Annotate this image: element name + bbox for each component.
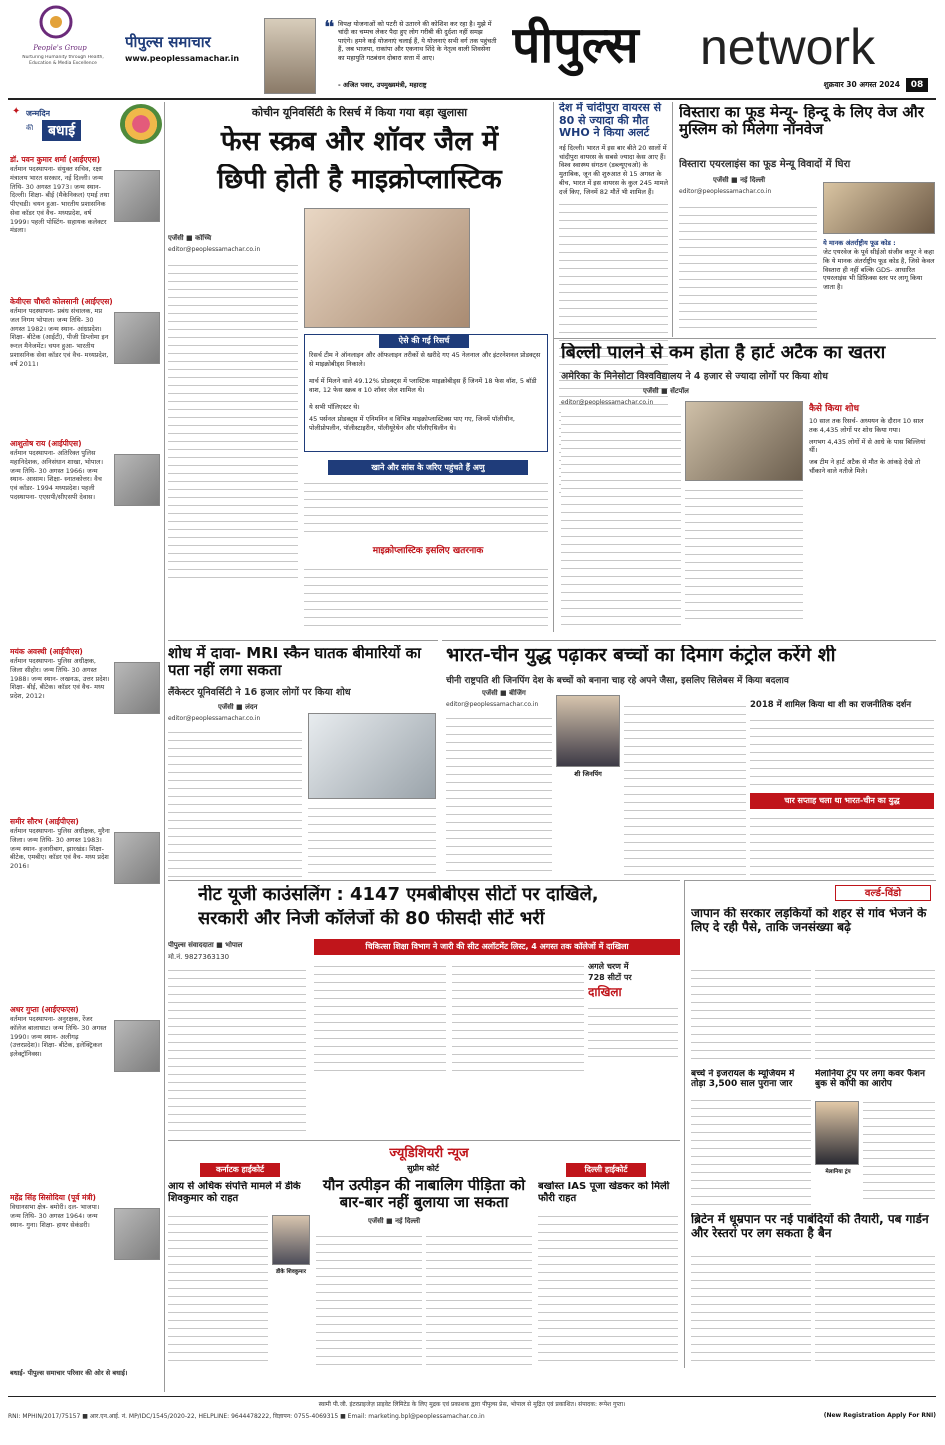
issue-date: शुक्रवार 30 अगस्त 2024 <box>823 80 900 89</box>
food-menu-body <box>679 202 817 332</box>
birthday-photo <box>114 312 160 364</box>
brand-hindi: पीपुल्स <box>512 16 639 74</box>
in-flight-meal-photo <box>823 182 935 234</box>
sc-byline: एजेंसी ■ नई दिल्ली <box>368 1217 421 1225</box>
research-box-title: ऐसे की गई रिसर्च <box>379 334 469 348</box>
cat-body-2 <box>685 485 803 625</box>
masthead-rule <box>8 98 936 100</box>
birthday-name: अधर गुप्ता (आईएफएस) <box>10 1005 79 1014</box>
footer-registration: (New Registration Apply For RNI) <box>823 1412 936 1419</box>
birthday-photo <box>114 662 160 714</box>
judiciary-tag: ज्यूडिशियरी न्यूज <box>389 1146 469 1161</box>
karnataka-headline: आय से अधिक संपत्ति मामले में डीके शिवकुमार को राहत <box>168 1181 301 1204</box>
quote-text: विपक्ष योजनाओं को पटरी से उतारने की कोशिश कर रहा है। मुझे में चांदी का चम्मच लेकर पैदा हुए लोग गरीबी की दुर्दशा नहीं समझ पाएंगे। हमने कई योजनाएं चलाई हैं, ये योजनाएं सभी वर्ग तक पहुंचती हैं, जब भाजपा, राकांपा और एकनाथ शिंदे के नेतृत्व वाली शिवसेना का महायुति गठबंधन दोबारा सत्ता में आए। <box>338 20 497 62</box>
footer-imprint: स्वामी पी.जी. इंटरप्राइजेज़ प्राइवेट लिमिटेड के लिए मुद्रक एवं प्रकाशक द्वारा पीपुल्स प्रेस, भोपाल से मुद्रित एवं प्रकाशित। संपादक: रूपेश गुप्ता। <box>318 1401 626 1408</box>
food-menu-subhead: विस्तारा एयरलाइंस का फूड मेन्यू विवादों में घिरा <box>679 159 851 170</box>
xi-jinping-photo <box>556 695 620 767</box>
sc-tag: सुप्रीम कोर्ट <box>407 1164 439 1173</box>
birthday-entry <box>10 1002 163 1202</box>
world-window <box>684 880 936 1368</box>
microplastic-sub2: माइक्रोप्लास्टिक इसलिए खतरनाक <box>372 546 484 556</box>
neet-body-2 <box>314 961 446 1071</box>
china-body <box>446 713 552 877</box>
birthday-details: वर्तमान पदस्थापना- संयुक्त सचिव, रक्षा मंत्रालय भारत सरकार, नई दिल्ली। जन्म तिथि- 30 अगस्त 1973। जन्म स्थान- दिल्ली। शिक्षा- बीई (मैकेनिकल) एमई तथा पीएचडी। चयन हुआ- भारतीय प्रशासनिक सेवा कॉडर एवं वैच- मध्यप्रदेश, वर्ष 1999। पहली पोस्टिंग- सहायक कलेक्टर मंडला। <box>10 165 110 235</box>
birthday-details: वर्तमान पदस्थापना- पुलिस अधीक्षक, मुरैना जिला। जन्म तिथि- 30 अगस्त 1983। जन्म स्थान- हजारीबाग, झारखंड। शिक्षा- बीटेक, एमबीए। कॉडर एवं वैच- मध्य प्रदेश 2016। <box>10 827 110 871</box>
ajit-pawar-photo <box>264 18 316 94</box>
china-headline: भारत-चीन युद्ध पढ़ाकर बच्चों का दिमाग कंट्रोल करेंगे शी <box>446 645 836 666</box>
cat-story <box>553 338 936 632</box>
birthday-name: केवीएस चौधरी कोलसानी (आईएएस) <box>10 297 113 306</box>
mri-byline: एजेंसी ■ लंदन <box>218 703 258 711</box>
microplastic-body-2 <box>304 478 548 538</box>
microplastic-sub1: खाने और सांस के जरिए पहुंचते हैं अणु <box>328 460 528 475</box>
birthday-details: वर्तमान पदस्थापना- अनुरक्षक, रेंजर कॉलेज बालाघाट। जन्म तिथि- 30 अगस्त 1990। जन्म स्थान- अलीगढ़ (उत्तरप्रदेश)। शिक्षा- बीटेक, इलेक्ट्रिकल इलेक्ट्रॉनिक्स। <box>10 1015 107 1059</box>
cat-box-title: कैसे किया शोध <box>809 404 860 414</box>
china-sub1: 2018 में शामिल किया था शी का राजनीतिक दर्शन <box>750 700 912 710</box>
cat-subhead: अमेरिका के मिनेसोटा विश्वविद्यालय ने 4 हजार से ज्यादा लोगों पर किया शोध <box>561 371 828 382</box>
birthday-details: वर्तमान पदस्थापना- अतिरिक्त पुलिस महानिदेशक, अनिसंधान शाखा, भोपाल। जन्म तिथि- 30 अगस्त 1966। जन्म स्थान- आसाम। शिक्षा- स्नातकोत्तर। वैच एवं कॉडर- 1994 मध्यप्रदेश। पहली पदस्थापना- एएसपी/सीएसपी देवास। <box>10 449 104 501</box>
cat-box <box>809 401 933 626</box>
people-group-logo-icon <box>38 4 74 42</box>
footer-rule <box>8 1396 936 1397</box>
cat-box-point: जब टीम ने हार्ट अटैक से मौत के आंकड़े देखे तो चौंकाने वाले नतीजे मिले। <box>809 458 921 475</box>
chandipura-headline: देश में चांदीपुरा वायरस से 80 से ज्यादा की मौत WHO ने किया अलर्ट <box>559 102 662 140</box>
britain-body-2 <box>815 1251 935 1367</box>
footer-rni: RNI: MPHIN/2017/75157 ■ आर.एन.आई. नं. MP/IDC/1545/2020-22, HELPLINE: 9644478222, विज्ञापन: 0755-4069315 ■ Email: marketing.bpl@peoplessamachar.co.in <box>8 1413 485 1420</box>
cat-box-point: लगभग 4,435 लोगों में से आधे के पास बिल्लियां थीं। <box>809 437 926 455</box>
birthday-entry <box>10 1190 163 1370</box>
birthday-details: वर्तमान पदस्थापना- प्रबंध संचालक, मप्र जल निगम भोपाल। जन्म तिथि- 30 अगस्त 1982। जन्म स्थान- आंध्रप्रदेश। शिक्षा- बीटेक (आईटी), पीजी डिप्लोमा इन रूरल मैनेजमेंट। चयन हुआ- भारतीय प्रशासनिक सेवा कॉडर एवं वैच- मध्यप्रदेश, वर्ष 2011। <box>10 307 109 368</box>
japan-body <box>691 965 811 1065</box>
judiciary-section <box>168 1140 680 1368</box>
neet-callout-line: अगले चरण में <box>588 962 629 971</box>
cat-photo <box>685 401 803 481</box>
cat-byline: एजेंसी ■ सेंटपॉल <box>643 387 689 395</box>
food-menu-story <box>672 102 936 337</box>
website[interactable]: www.peoplessamachar.in <box>125 54 240 63</box>
food-menu-headline: विस्तारा का फूड मेन्यू- हिन्दू के लिए वेज और मुस्लिम को मिलेगा नॉनवेज <box>679 104 924 139</box>
birthday-column <box>8 102 165 1392</box>
neet-redbar: चिकित्सा शिक्षा विभाग ने जारी की सीट अलॉटमेंट लिस्ट, 4 अगस्त तक कॉलेजों में दाखिला <box>314 939 680 955</box>
research-point: मार्च में मिलने वाले 49.12% प्रोडक्ट्स में प्लास्टिक माइक्रोबीड्स हैं जिनमें 18 फेस वॉश, 5 बॉडी वाश, 12 फेस स्क्रब व 10 शॉवर जेल शामिल थे। <box>309 377 537 394</box>
neet-callout <box>588 961 678 1071</box>
neet-callout-body <box>588 1003 678 1063</box>
food-menu-email[interactable]: editor@peoplessamachar.co.in <box>679 188 772 195</box>
karnataka-tag: कर्नाटक हाईकोर्ट <box>200 1163 280 1177</box>
bird-icon: ✦ <box>12 106 21 117</box>
sc-body <box>316 1231 422 1367</box>
birthday-footer-note: बधाई- पीपुल्स समाचार परिवार की ओर से बधाई। <box>10 1369 128 1377</box>
delhi-body <box>538 1211 678 1367</box>
delhi-headline: बर्खास्त IAS पूजा खेडकर को मिली फौरी राहत <box>538 1181 670 1204</box>
birthday-heading-small2: की <box>26 124 34 132</box>
china-body-3 <box>750 715 934 789</box>
melania-body <box>863 1097 935 1205</box>
melania-photo <box>815 1101 859 1165</box>
food-menu-side-title: ये मानक अंतर्राष्ट्रीय फूड कोड : <box>823 239 896 247</box>
birthday-photo <box>114 1208 160 1260</box>
birthday-photo <box>114 170 160 222</box>
birthday-name: महेंद्र सिंह सिसोदिया (पूर्व मंत्री) <box>10 1193 96 1202</box>
birthday-photo <box>114 454 160 506</box>
research-box <box>304 334 548 452</box>
xi-photo-caption: शी जिनपिंग <box>574 770 602 778</box>
birthday-heading-small: जन्मदिन <box>26 109 51 118</box>
neet-headline-2: सरकारी और निजी कॉलेजों की 80 फीसदी सीटें भरीं <box>198 909 545 929</box>
paper-name: पीपुल्स समाचार <box>125 33 211 51</box>
microplastic-kicker: कोचीन यूनिवर्सिटी के रिसर्च में किया गया बड़ा खुलासा <box>251 106 468 119</box>
neet-body-3 <box>452 961 584 1071</box>
chandipura-body: नई दिल्ली। भारत में इस बार बीते 20 सालों में चांदीपुरा वायरस के सबसे ज्यादा केस आए हैं। विश्व स्वास्थ्य संगठन (डब्ल्यूएचओ) के मुताबिक, जून की शुरुआत से 15 अगस्त के बीच, भारत में इस वायरस के कुल 245 मामले दर्ज किए, जिनमें 82 मौतें भी शामिल हैं। <box>559 143 668 196</box>
birthday-name: आशुतोष राय (आईपीएस) <box>10 439 82 448</box>
cat-email[interactable]: editor@peoplessamachar.co.in <box>561 399 654 406</box>
sc-headline: यौन उत्पीड़न की नाबालिग पीड़िता को बार-बार नहीं बुलाया जा सकता <box>322 1177 526 1212</box>
birthday-name: समीर सौरभ (आईपीएस) <box>10 817 79 826</box>
china-sub2: चार सप्ताह चला था भारत-चीन का युद्ध <box>750 793 934 809</box>
birthday-details: विधानसभा क्षेत्र- बमोरी। दल- भाजपा। जन्म तिथि- 30 अगस्त 1964। जन्म स्थान- गुना। शिक्षा- हायर सेकंडरी। <box>10 1203 100 1229</box>
group-name: People's Group <box>33 44 87 52</box>
page-number: 08 <box>906 78 928 92</box>
israel-body <box>691 1095 811 1205</box>
world-tag: वर्ल्ड-विंडो <box>835 885 931 901</box>
mri-subhead: लैंकेस्टर यूनिवर्सिटी ने 16 हजार लोगों पर किया शोध <box>168 687 351 698</box>
mri-body <box>168 727 302 877</box>
china-body-2 <box>624 701 746 877</box>
birthday-details: वर्तमान पदस्थापना- पुलिस अधीक्षक, जिला सीहोर। जन्म तिथि- 30 अगस्त 1988। जन्म स्थान- लखनऊ, उत्तर प्रदेश। शिक्षा- बीई, बीटेक। कॉडर एवं वैच- मध्य प्रदेश, 2012। <box>10 657 110 701</box>
mri-scanner-photo <box>308 713 436 799</box>
neet-headline-1: नीट यूजी काउंसलिंग : 4147 एमबीबीएस सीटों पर दाखिले, <box>198 885 599 905</box>
microplastic-body <box>168 260 298 585</box>
mri-story <box>168 640 438 878</box>
karnataka-body <box>168 1211 268 1367</box>
neet-body <box>168 965 306 1137</box>
japan-body-2 <box>815 965 935 1065</box>
neet-byline: पीपुल्स संवाददाता ■ भोपाल <box>168 941 243 949</box>
masthead <box>0 0 945 98</box>
bouquet-icon <box>120 104 162 144</box>
dk-photo-caption: डीके शिवकुमार <box>276 1269 306 1275</box>
microplastic-headline-2: छिपी होती है माइक्रोप्लास्टिक <box>217 164 502 195</box>
neet-story <box>168 880 680 1138</box>
food-menu-side-note: जेट एयरवेज के पूर्व सीईओ संजीव कपूर ने कहा कि ये मानक अंतर्राष्ट्रीय फूड कोड है, जिसे केवल विस्तारा ही नहीं बल्कि GDS- आधारित एयरलाइंस भी डिफ़िक्स स्तर पर लागू किया जाता है। <box>823 248 935 292</box>
group-tagline: Nurturing Humanity through Health, Education & Media Excellence <box>22 55 104 66</box>
cat-box-point: 10 साल तक रिसर्च- अध्ययन के दौरान 10 साल तक 4,435 लोगों पर शोध किया गया। <box>809 417 924 434</box>
birthday-entry <box>10 644 163 824</box>
neet-callout-line: 728 सीटों पर <box>588 973 632 982</box>
china-subhead: चीनी राष्ट्रपति शी जिनपिंग देश के बच्चों को बनाना चाह रहे अपने जैसा, इसलिए सिलेबस में किया बदलाव <box>446 676 789 686</box>
cosmetics-photo <box>304 208 470 328</box>
china-body-4 <box>750 813 934 877</box>
microplastic-headline-1: फेस स्क्रब और शॉवर जैल में <box>220 126 499 157</box>
israel-headline: बच्चे ने इजरायल के म्यूजियम में तोड़ा 3,500 साल पुराना जार <box>691 1069 795 1090</box>
china-byline: एजेंसी ■ बीजिंग <box>482 689 526 697</box>
birthday-entry <box>10 814 163 1004</box>
microplastic-email[interactable]: editor@peoplessamachar.co.in <box>168 246 261 253</box>
microplastic-byline: एजेंसी ■ कोच्चि <box>168 234 212 242</box>
delhi-tag: दिल्ली हाईकोर्ट <box>566 1163 646 1177</box>
neet-mobile: मो.नं. 9827363130 <box>168 953 230 961</box>
mri-headline: शोध में दावा- MRI स्कैन घातक बीमारियों का पता नहीं लगा सकता <box>168 645 422 680</box>
cat-headline: बिल्ली पालने से कम होता है हार्ट अटैक का खतरा <box>561 343 886 363</box>
microplastic-body-3 <box>304 564 548 630</box>
birthday-name: डॉ. पवन कुमार शर्मा (आईएएस) <box>10 155 101 164</box>
mri-email[interactable]: editor@peoplessamachar.co.in <box>168 715 261 722</box>
britain-headline: ब्रिटेन में धूम्रपान पर नई पाबंदियों की तैयारी, पब गार्डन और रेस्तरां पर लग सकता है बैन <box>691 1213 929 1240</box>
neet-callout-line: दाखिला <box>588 985 622 999</box>
food-menu-byline: एजेंसी ■ नई दिल्ली <box>713 176 766 184</box>
microplastic-story <box>168 102 551 632</box>
birthday-name: मयंक अवस्थी (आईपीएस) <box>10 647 83 656</box>
mri-body-2 <box>308 803 436 877</box>
china-email[interactable]: editor@peoplessamachar.co.in <box>446 701 539 708</box>
japan-headline: जापान की सरकार लड़कियों को शहर से गांव भेजने के लिए दे रही पैसे, ताकि जनसंख्या बढ़े <box>691 907 927 934</box>
dk-shivakumar-photo <box>272 1215 310 1265</box>
brand-english: network <box>700 19 876 75</box>
research-point: 45 पर्सनल प्रोडक्ट्स में एनिमनिन व विभिन्न माइक्रोप्लास्टिक्स पाए गए, जिनमें पॉलीथीन, पोलीप्रोपलीन, पॉलीस्टाइरीन, पॉलीयूरेथेन और पॉलीएथिलीन थे। <box>309 415 515 432</box>
quote-icon: ❝ <box>324 20 335 34</box>
china-story <box>442 640 936 878</box>
birthday-heading: बधाई <box>42 120 81 141</box>
britain-body <box>691 1251 811 1367</box>
cat-body <box>561 411 681 626</box>
sc-body-2 <box>426 1231 532 1367</box>
research-point: ये सभी पॉलिएस्टर थे। <box>309 403 360 411</box>
quote-author: - अजित पवार, उपमुख्यमंत्री, महाराष्ट्र <box>338 81 427 89</box>
melania-headline: मेलानिया ट्रंप पर लगा कवर फैशन बुक से कॉपी का आरोप <box>815 1069 925 1090</box>
birthday-entry <box>10 436 163 668</box>
research-point: रिसर्च टीम ने ऑनलाइन और ऑफलाइन तरीकों से खरीदे गए 45 नेलनाल और इंटरनेशनल प्रोडक्ट्स से माइक्रोबीड्स निकाले। <box>309 351 541 368</box>
birthday-photo <box>114 1020 160 1072</box>
birthday-header <box>8 102 165 148</box>
melania-caption: मेलानिया ट्रंप <box>825 1169 851 1175</box>
birthday-photo <box>114 832 160 884</box>
